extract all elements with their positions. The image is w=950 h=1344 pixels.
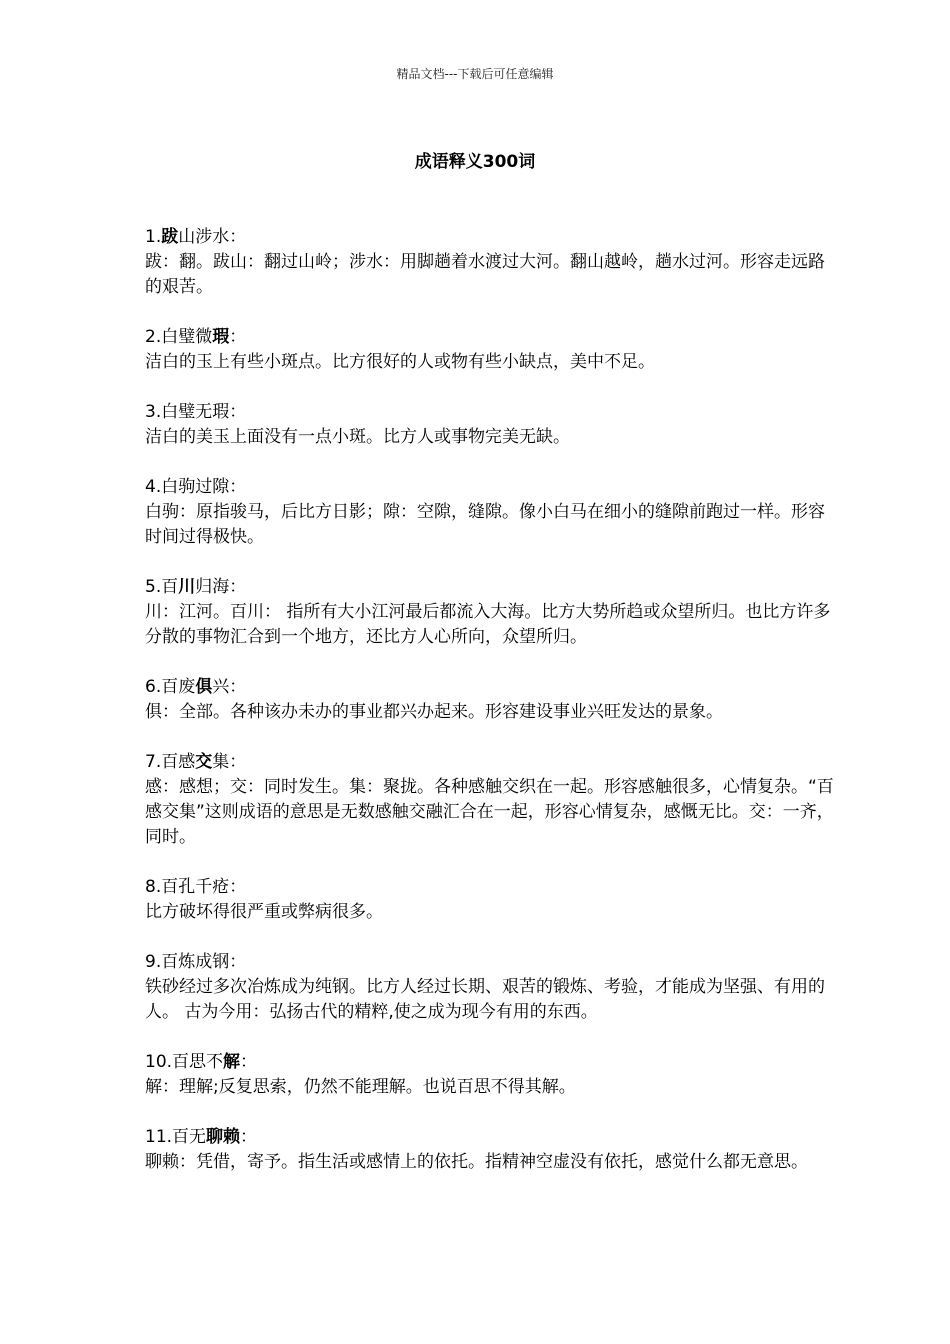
idiom-text: 百感 bbox=[161, 752, 196, 772]
idiom-number: 3. bbox=[145, 402, 162, 422]
idiom-text: 百炼成钢： bbox=[161, 952, 247, 972]
idiom-key-character: 聊赖 bbox=[206, 1127, 241, 1147]
idiom-number: 2. bbox=[145, 327, 162, 347]
idiom-heading bbox=[145, 225, 835, 250]
idiom-heading bbox=[145, 575, 835, 600]
idiom-definition: 跋：翻。跋山：翻过山岭；涉水：用脚趟着水渡过大河。翻山越岭，趟水过河。形容走远路的艰苦。 bbox=[145, 252, 825, 297]
idiom-definition: 洁白的玉上有些小斑点。比方很好的人或物有些小缺点，美中不足。 bbox=[145, 352, 655, 372]
idiom-definition: 解：理解;反复思索，仍然不能理解。也说百思不得其解。 bbox=[145, 1077, 576, 1097]
idiom-text: ： bbox=[240, 1052, 258, 1072]
idiom-number: 7. bbox=[145, 752, 162, 772]
idiom-text: 兴： bbox=[212, 677, 247, 697]
idiom-entry bbox=[145, 325, 835, 375]
idiom-heading bbox=[145, 400, 835, 425]
page-header: 精品文档---下载后可任意编辑 bbox=[396, 67, 554, 81]
idiom-definition: 川：江河。百川： 指所有大小江河最后都流入大海。比方大势所趋或众望所归。也比方许多分散的事物汇合到一个地方，还比方人心所向，众望所归。 bbox=[145, 602, 831, 647]
idiom-entry bbox=[145, 950, 835, 1025]
idiom-number: 6. bbox=[145, 677, 162, 697]
idiom-text: 白璧无瑕： bbox=[161, 402, 247, 422]
idiom-text: 集： bbox=[212, 752, 247, 772]
idiom-heading bbox=[145, 1050, 835, 1075]
idiom-definition: 比方破坏得很严重或弊病很多。 bbox=[145, 902, 383, 922]
idiom-key-character: 交 bbox=[195, 752, 213, 772]
idiom-key-character: 瑕 bbox=[212, 327, 230, 347]
idiom-entry bbox=[145, 400, 835, 450]
idiom-text: 白璧微 bbox=[161, 327, 213, 347]
idiom-key-character: 俱 bbox=[195, 677, 213, 697]
idiom-definition: 聊赖：凭借，寄予。指生活或感情上的依托。指精神空虚没有依托，感觉什么都无意思。 bbox=[145, 1152, 808, 1172]
document-title: 成语释义300词 bbox=[414, 152, 536, 172]
idiom-definition: 俱：全部。各种该办未办的事业都兴办起来。形容建设事业兴旺发达的景象。 bbox=[145, 702, 723, 722]
idiom-entry bbox=[145, 225, 835, 300]
idiom-entry bbox=[145, 1050, 835, 1100]
idiom-definition: 白驹：原指骏马，后比方日影；隙：空隙，缝隙。像小白马在细小的缝隙前跑过一样。形容时间过得极快。 bbox=[145, 502, 825, 547]
idiom-entry bbox=[145, 575, 835, 650]
idiom-heading bbox=[145, 750, 835, 775]
idiom-text: 百废 bbox=[161, 677, 196, 697]
idiom-text: 白驹过隙： bbox=[161, 477, 247, 497]
idiom-heading bbox=[145, 325, 835, 350]
idiom-text: 归海： bbox=[195, 577, 247, 597]
idiom-entry bbox=[145, 875, 835, 925]
idiom-list bbox=[145, 225, 835, 1200]
idiom-definition: 洁白的美玉上面没有一点小斑。比方人或事物完美无缺。 bbox=[145, 427, 570, 447]
idiom-text: 百思不 bbox=[172, 1052, 224, 1072]
idiom-number: 8. bbox=[145, 877, 162, 897]
idiom-text: ： bbox=[240, 1127, 258, 1147]
idiom-number: 5. bbox=[145, 577, 162, 597]
idiom-heading bbox=[145, 675, 835, 700]
idiom-key-character: 跋 bbox=[161, 227, 179, 247]
idiom-definition: 铁砂经过多次冶炼成为纯钢。比方人经过长期、艰苦的锻炼、考验，才能成为坚强、有用的人。 古为今用：弘扬古代的精粹,使之成为现今有用的东西。 bbox=[145, 977, 825, 1022]
idiom-heading bbox=[145, 1125, 835, 1150]
idiom-text: 山涉水： bbox=[178, 227, 247, 247]
idiom-entry bbox=[145, 475, 835, 550]
idiom-text: 百无 bbox=[172, 1127, 207, 1147]
idiom-number: 11. bbox=[145, 1127, 173, 1147]
idiom-entry bbox=[145, 675, 835, 725]
idiom-heading bbox=[145, 875, 835, 900]
idiom-number: 1. bbox=[145, 227, 162, 247]
idiom-number: 9. bbox=[145, 952, 162, 972]
idiom-text: 百孔千疮： bbox=[161, 877, 247, 897]
idiom-entry bbox=[145, 1125, 835, 1175]
idiom-definition: 感：感想；交：同时发生。集：聚拢。各种感触交织在一起。形容感触很多，心情复杂。“百感交集”这则成语的意思是无数感触交融汇合在一起，形容心情复杂，感慨无比。交：一齐，同时。 bbox=[145, 777, 834, 847]
idiom-number: 10. bbox=[145, 1052, 173, 1072]
idiom-key-character: 解 bbox=[223, 1052, 241, 1072]
idiom-key-character: 川 bbox=[178, 577, 196, 597]
idiom-text: ： bbox=[229, 327, 247, 347]
idiom-heading bbox=[145, 475, 835, 500]
idiom-entry bbox=[145, 750, 835, 850]
idiom-heading bbox=[145, 950, 835, 975]
idiom-number: 4. bbox=[145, 477, 162, 497]
idiom-text: 百 bbox=[161, 577, 179, 597]
